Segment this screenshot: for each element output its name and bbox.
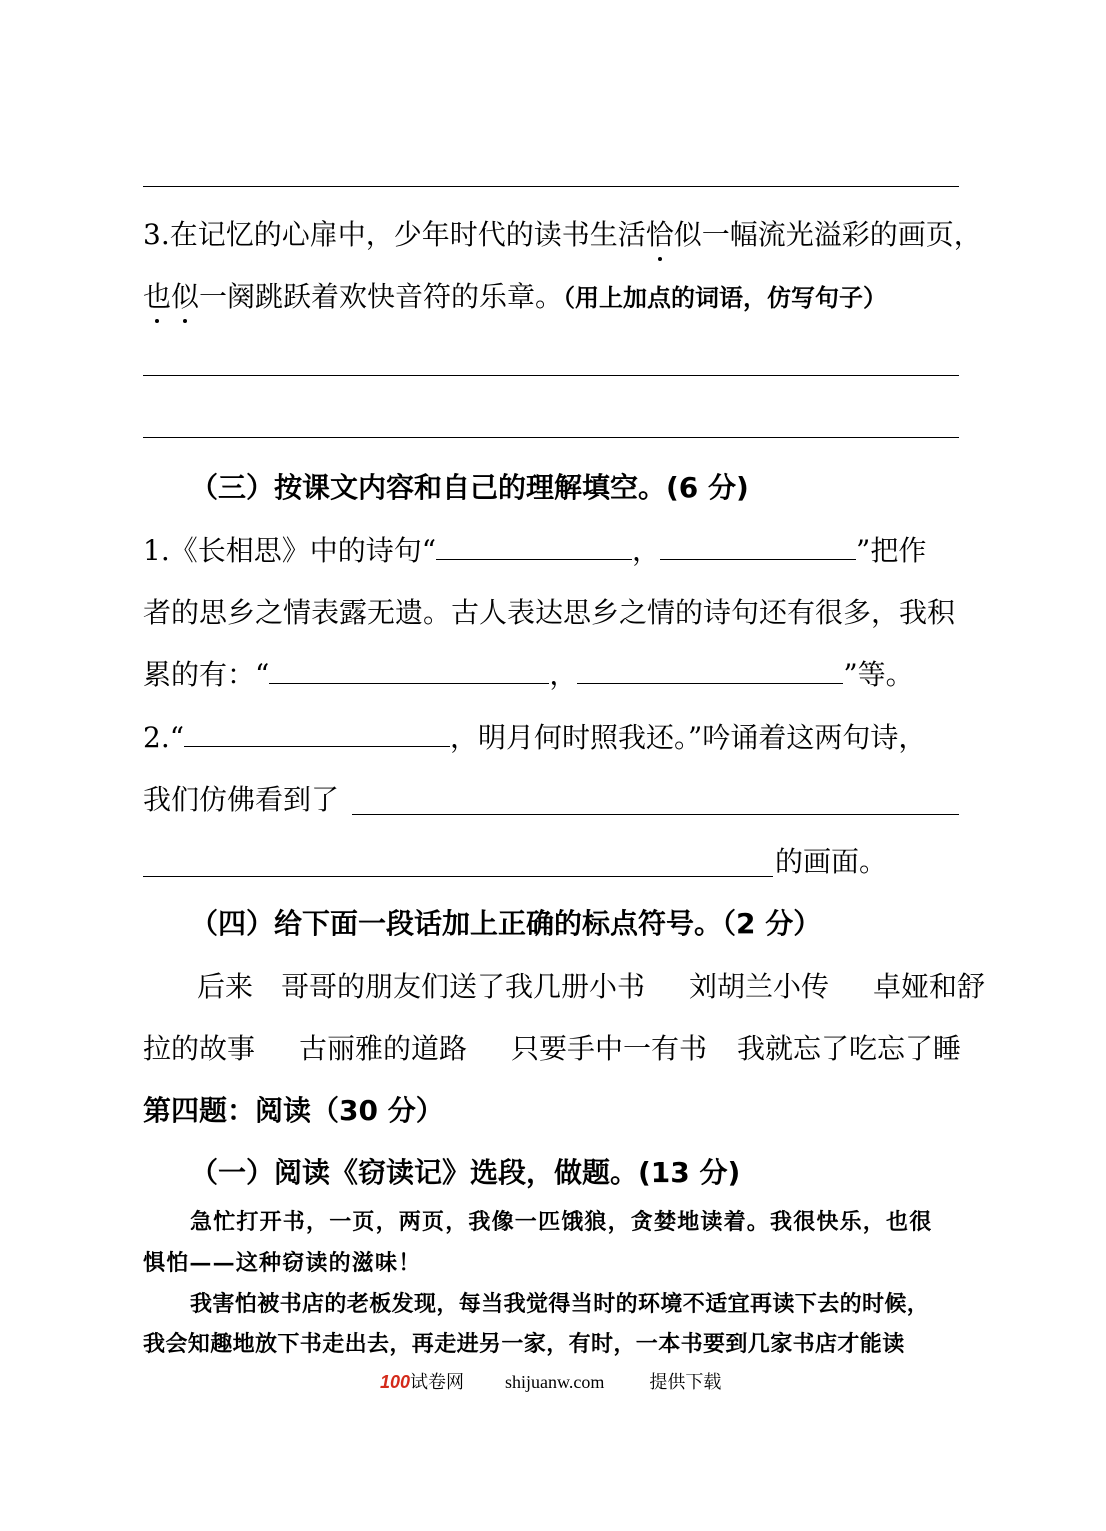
fill-blank[interactable] [184,724,450,747]
s3-q1-line1: 1.《长相思》中的诗句“ ， ”把作 [143,534,927,567]
emphasis-dot-char: 似 [171,280,200,313]
s3-q1-line3: 累的有：“ ， ”等。 [143,658,914,691]
reading-para2-line2: 我会知趣地放下书走出去，再走进另一家，有时，一本书要到几家书店才能读 [143,1331,905,1357]
footer [380,1368,721,1394]
answer-line[interactable] [143,375,959,376]
answer-line[interactable] [143,437,959,438]
answer-line[interactable] [143,876,773,877]
reading-para1-line1: 急忙打开书，一页，两页，我像一匹饿狼，贪婪地读着。我很快乐，也很 [190,1209,933,1235]
site-url[interactable]: shijuanw.com [505,1372,605,1392]
fill-blank[interactable] [660,537,856,560]
site-name: 试卷网 [410,1372,465,1392]
s3-q2-line2: 我们仿佛看到了 [143,783,340,816]
download-note: 提供下载 [649,1372,722,1392]
s3-q2-line1: 2.“ ，明月何时照我还。”吟诵着这两句诗， [143,721,927,754]
reading-para1-line2: 惧怕——这种窃读的滋味！ [143,1250,422,1276]
fill-blank[interactable] [577,661,843,684]
reading-1-title: （一）阅读《窃读记》选段，做题。(13 分) [190,1156,741,1189]
q3-line1: 3.在记忆的心扉中，少年时代的读书生活恰似一幅流光溢彩的画页， [143,218,982,251]
punct-para-line2: 拉的故事 古丽雅的道路 只要手中一有书 我就忘了吃忘了睡 [143,1032,962,1065]
section-4-title: （四）给下面一段话加上正确的标点符号。（2 分） [190,907,822,940]
instruction-hint: （用上加点的词语，仿写句子） [563,283,888,312]
punct-para-line1: 后来 哥哥的朋友们送了我几册小书 刘胡兰小传 卓娅和舒 [197,970,986,1003]
fill-blank[interactable] [269,661,549,684]
emphasis-dot-char: 也 [143,280,172,313]
q3-line2: 也似一阕跳跃着欢快音符的乐章。（用上加点的词语，仿写句子） [143,280,888,313]
part-4-title: 第四题：阅读（30 分） [143,1094,444,1127]
s3-q1-line2: 者的思乡之情表露无遗。古人表达思乡之情的诗句还有很多，我积 [143,596,956,629]
answer-line[interactable] [352,814,959,815]
site-logo: 100 [380,1372,411,1392]
fill-blank[interactable] [436,537,632,560]
reading-para2-line1: 我害怕被书店的老板发现，每当我觉得当时的环境不适宜再读下去的时候， [190,1291,930,1317]
s3-q2-line3: 的画面。 [775,845,888,878]
answer-line[interactable] [143,186,959,187]
section-3-title: （三）按课文内容和自己的理解填空。(6 分) [190,471,749,504]
emphasis-dot-char: 恰 [645,218,674,251]
